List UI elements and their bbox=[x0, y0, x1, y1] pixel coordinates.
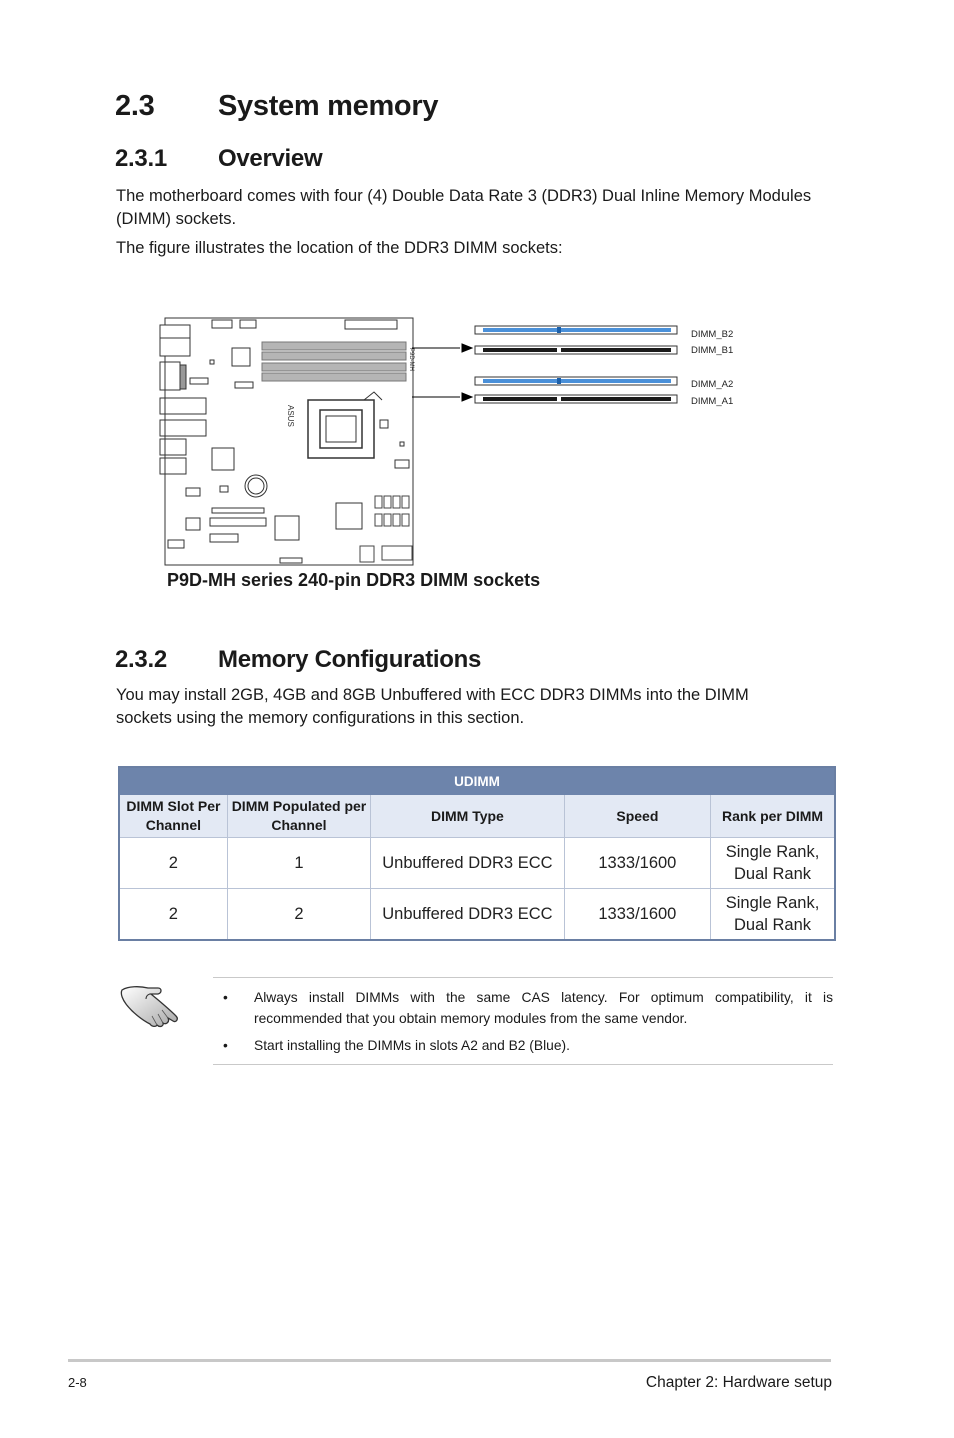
overview-paragraph-2: The figure illustrates the location of the DDR3 DIMM sockets: bbox=[116, 239, 563, 257]
slot-label-b1: DIMM_B1 bbox=[691, 345, 734, 356]
note-bottom-rule bbox=[213, 1064, 833, 1065]
overview-number: 2.3.1 bbox=[115, 145, 167, 172]
hand-pointing-icon bbox=[118, 978, 182, 1030]
overview-heading bbox=[115, 145, 322, 173]
table-row bbox=[119, 889, 835, 941]
board-label-text: P9D-MH bbox=[408, 348, 414, 372]
slot-label-a2: DIMM_A2 bbox=[691, 379, 734, 390]
section-heading bbox=[115, 90, 438, 123]
table-header-populated: DIMM Populated per Channel bbox=[227, 795, 370, 838]
table-cell: Single Rank, Dual Rank bbox=[711, 838, 835, 889]
table-cell: Unbuffered DDR3 ECC bbox=[371, 838, 565, 889]
memory-config-table bbox=[118, 766, 836, 941]
table-row bbox=[119, 838, 835, 889]
slot-label-b2: DIMM_B2 bbox=[691, 329, 734, 340]
table-cell: Unbuffered DDR3 ECC bbox=[371, 889, 565, 941]
motherboard-svg bbox=[150, 300, 790, 575]
dimm-location-diagram bbox=[150, 300, 790, 575]
note-top-rule bbox=[213, 977, 833, 978]
table-header-speed: Speed bbox=[564, 795, 710, 838]
note-list bbox=[221, 987, 833, 1056]
chapter-title: Chapter 2: Hardware setup bbox=[645, 1374, 832, 1391]
table-group-header: UDIMM bbox=[119, 767, 835, 795]
asus-logo-text: ASUS bbox=[286, 405, 295, 427]
table-cell: 2 bbox=[119, 838, 227, 889]
table-cell: 1333/1600 bbox=[564, 838, 710, 889]
table-header-rank: Rank per DIMM bbox=[711, 795, 835, 838]
configs-heading bbox=[115, 646, 481, 674]
table-header-slot-per-channel: DIMM Slot Per Channel bbox=[119, 795, 227, 838]
table-header-type: DIMM Type bbox=[371, 795, 565, 838]
page-number: 2-8 bbox=[68, 1375, 87, 1390]
overview-title: Overview bbox=[218, 145, 323, 172]
table-cell: 1333/1600 bbox=[564, 889, 710, 941]
table-cell: Single Rank, Dual Rank bbox=[711, 889, 835, 941]
overview-paragraph-1: The motherboard comes with four (4) Double Data Rate 3 (DDR3) Dual Inline Memory Modules (DIMM) sockets. bbox=[116, 187, 812, 228]
section-number: 2.3 bbox=[115, 90, 155, 122]
configs-number: 2.3.2 bbox=[115, 646, 167, 673]
table-cell: 2 bbox=[227, 889, 370, 941]
configs-paragraph: You may install 2GB, 4GB and 8GB Unbuffered with ECC DDR3 DIMMs into the DIMM sockets using the memory configurations in this section. bbox=[116, 686, 749, 727]
table-cell: 1 bbox=[227, 838, 370, 889]
slot-label-a1: DIMM_A1 bbox=[691, 396, 734, 407]
diagram-caption: P9D-MH series 240-pin DDR3 DIMM sockets bbox=[167, 570, 541, 590]
note-item: • Always install DIMMs with the same CAS latency. For optimum compatibility, it is recommended that you obtain memory modules from the same vendor. bbox=[221, 987, 833, 1029]
section-title: System memory bbox=[218, 90, 439, 122]
note-item: • Start installing the DIMMs in slots A2 and B2 (Blue). bbox=[221, 1035, 833, 1056]
configs-title: Memory Configurations bbox=[218, 646, 482, 673]
footer-rule bbox=[68, 1359, 831, 1362]
table-cell: 2 bbox=[119, 889, 227, 941]
